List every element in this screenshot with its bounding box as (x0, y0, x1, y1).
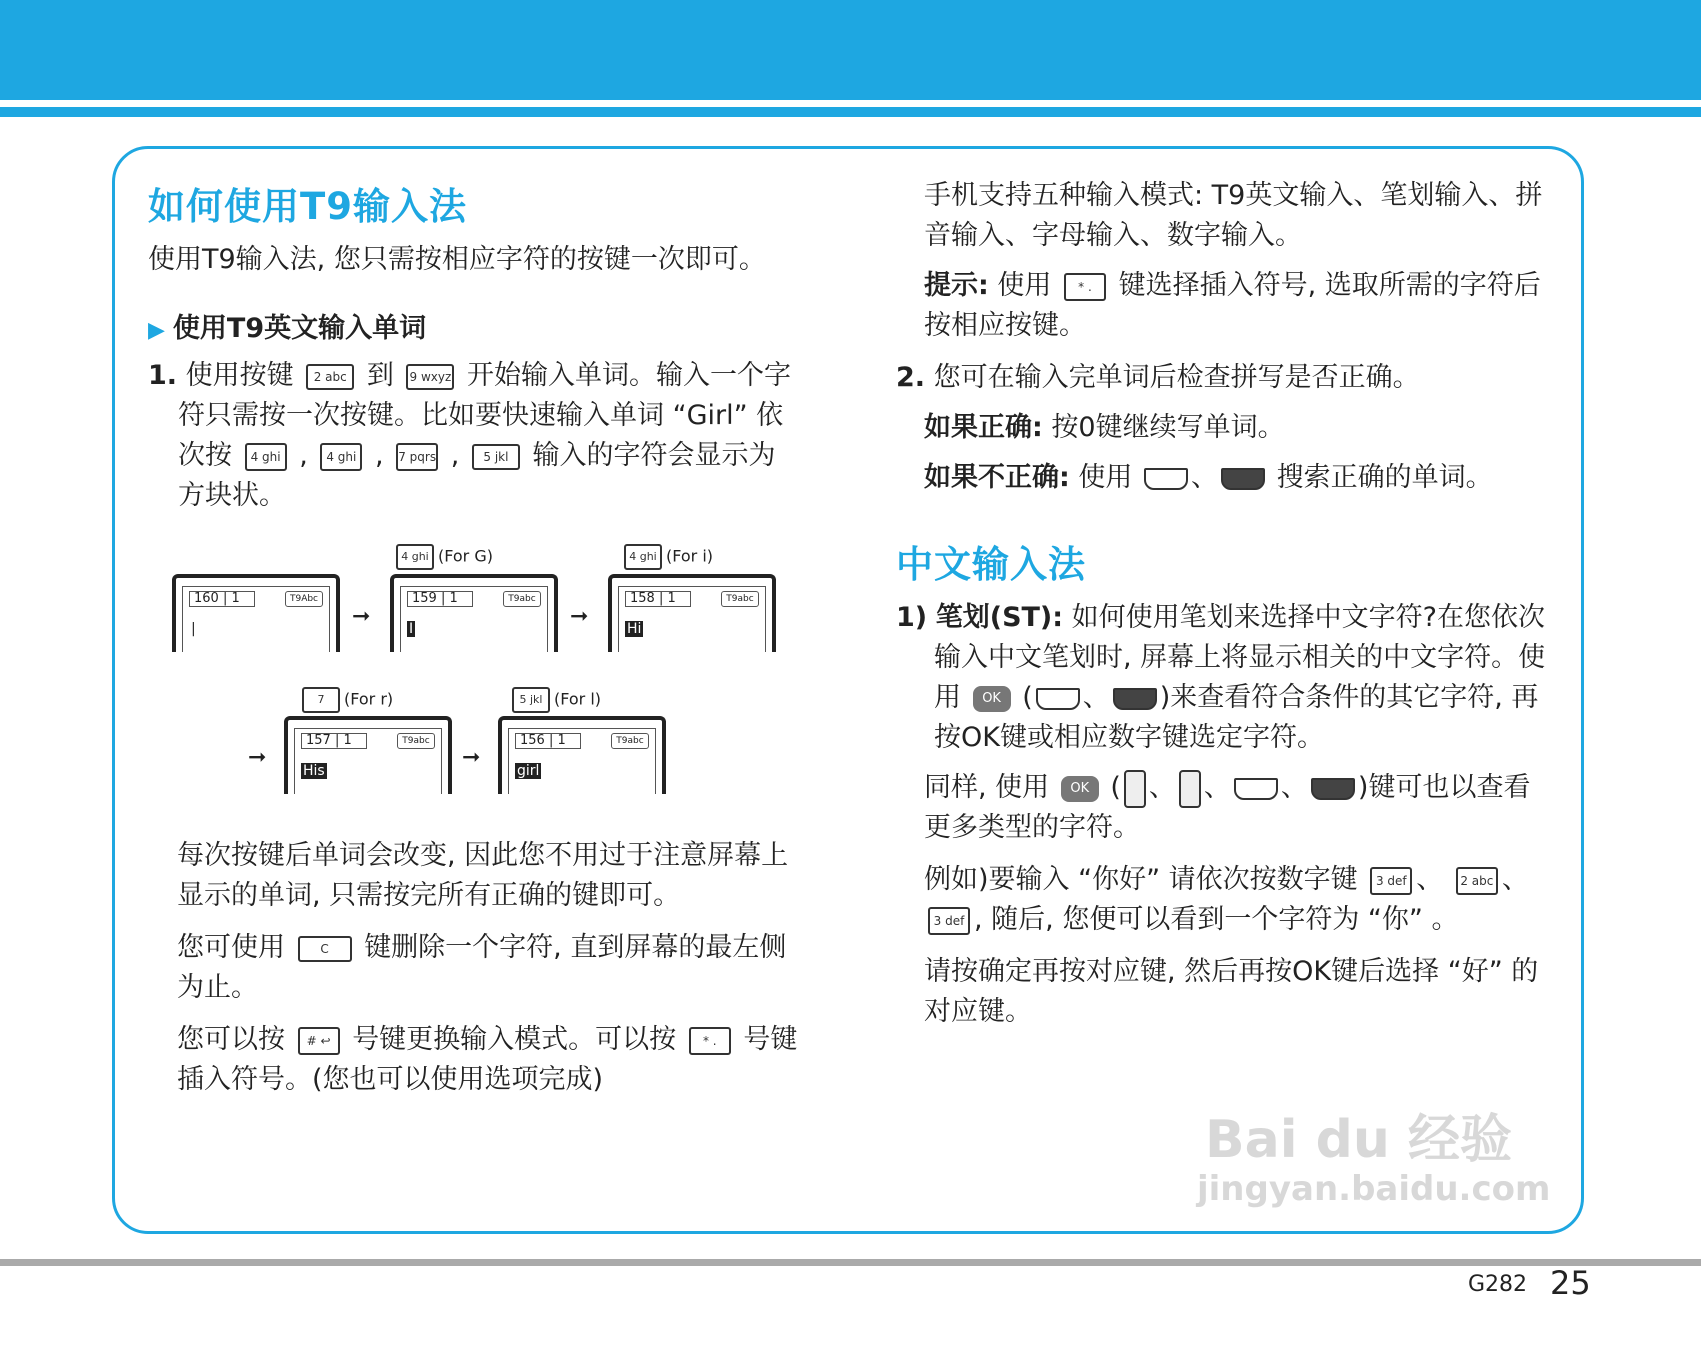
key-label-l (512, 687, 601, 713)
nav-down-key-icon (1113, 688, 1157, 710)
char-count: 159 | 1 (407, 591, 473, 607)
confirm-para (924, 952, 1564, 1032)
footer-rule (0, 1259, 1701, 1266)
stroke-line: 输入中文笔划时, 屏幕上将显示相关的中文字符。使 (934, 642, 1546, 673)
input-mode: T9abc (397, 733, 435, 749)
key-3-icon: 3 def (928, 907, 970, 935)
key-2-icon: 2 abc (306, 364, 354, 390)
if-correct (924, 408, 1285, 448)
typed-word: girl (517, 763, 540, 779)
key-7-icon: 7 pqrs (396, 443, 438, 471)
header-rule (0, 107, 1701, 117)
nav-left-key-icon (1124, 770, 1146, 808)
separator: 、 (1191, 462, 1218, 493)
arrow-right-icon: ➞ (462, 745, 481, 770)
key-3-icon: 3 def (1370, 867, 1412, 895)
step-1-line-2: 符只需按一次按键。比如要快速输入单词 “Girl” 依 (178, 400, 784, 431)
stroke-text: 如何使用笔划来选择中文字符?在您依次 (1071, 602, 1546, 633)
key-4-icon: 4 ghi (624, 544, 662, 570)
para-text: 键删除一个字符, 直到屏幕的最左侧 (364, 932, 787, 963)
key-label-text: (For G) (438, 546, 493, 566)
arrow-right-icon: ➞ (248, 745, 267, 770)
key-label-i (624, 544, 713, 570)
arrow-right-icon: ➞ (570, 604, 589, 629)
key-label-text: (For r) (344, 689, 394, 709)
nav-up-key-icon (1036, 688, 1080, 710)
separator: 、 (1416, 864, 1444, 895)
phone-screen (390, 574, 558, 652)
step-1-text-c: 开始输入单词。输入一个字 (467, 360, 792, 391)
step-1 (148, 356, 808, 516)
input-mode: T9abc (503, 591, 541, 607)
tip-text: 键选择插入符号, 选取所需的字符后 (1118, 270, 1541, 301)
comma: , (299, 440, 308, 471)
triangle-bullet-icon: ▶ (148, 318, 165, 343)
key-clear-icon: C (298, 936, 352, 962)
modes-text (924, 176, 1564, 256)
nav-down-key-icon (1311, 778, 1355, 800)
watermark-url: jingyan.baidu.com (1197, 1169, 1551, 1209)
para-text: 您可以按 (177, 1024, 285, 1055)
para-line: 插入符号。(您也可以使用选项完成) (177, 1064, 604, 1095)
step-2 (896, 358, 1556, 398)
incorrect-text: 搜索正确的单词。 (1276, 462, 1493, 493)
step-number: 2. (896, 362, 926, 393)
page-title: 如何使用T9输入法 (148, 185, 467, 228)
separator: 、 (1082, 682, 1110, 713)
char-count: 156 | 1 (515, 733, 581, 749)
same-text: ( (1110, 772, 1121, 803)
step-1-line-4: 方块状。 (178, 480, 286, 511)
same-para (924, 768, 1564, 848)
typed-word: | (191, 621, 196, 637)
para-word-change (177, 836, 807, 916)
same-line: 更多类型的字符。 (924, 812, 1140, 843)
typed-word: His (303, 763, 325, 779)
chinese-input-title: 中文输入法 (896, 543, 1086, 586)
modes-line: 手机支持五种输入模式: T9英文输入、笔划输入、拼 (924, 180, 1543, 211)
phone-screen (172, 574, 340, 652)
tip-text: 使用 (997, 270, 1052, 301)
tip-line: 按相应按键。 (924, 310, 1086, 341)
section-heading-label: 使用T9英文输入单词 (172, 313, 427, 344)
key-4-icon: 4 ghi (245, 443, 287, 471)
separator: 、 (1148, 772, 1176, 803)
key-4-icon: 4 ghi (396, 544, 434, 570)
correct-text: 按0键继续写单词。 (1051, 412, 1285, 443)
example-para (924, 860, 1564, 940)
tip-label: 提示: (924, 270, 989, 301)
example-text: , 随后, 您便可以看到一个字符为 “你” 。 (974, 904, 1459, 935)
arrow-right-icon: ➞ (352, 604, 371, 629)
phone-screen (498, 716, 666, 794)
stroke-line: 按OK键或相应数字键选定字符。 (934, 722, 1324, 753)
key-4-icon: 4 ghi (320, 443, 362, 471)
para-mode (177, 1020, 817, 1100)
correct-label: 如果正确: (924, 412, 1043, 443)
example-text: 例如)要输入 “你好” 请依次按数字键 (924, 864, 1358, 895)
step-1-text-a: 使用按键 (185, 360, 294, 391)
step-2-text: 您可在输入完单词后检查拼写是否正确。 (933, 362, 1420, 393)
stroke-section (896, 598, 1556, 758)
nav-up-key-icon (1234, 778, 1278, 800)
input-mode: T9Abc (285, 591, 323, 607)
same-text: )键可也以查看 (1357, 772, 1531, 803)
para-text: 号键 (743, 1024, 798, 1055)
typed-word: I (409, 621, 414, 637)
modes-line: 音输入、字母输入、数字输入。 (924, 220, 1302, 251)
key-hash-icon: # ↩ (298, 1027, 340, 1055)
separator: 、 (1203, 772, 1231, 803)
step-1-line-3a: 次按 (178, 440, 232, 471)
phone-screen (608, 574, 776, 652)
incorrect-text: 使用 (1078, 462, 1133, 493)
key-label-g (396, 544, 493, 570)
phone-screen (284, 716, 452, 794)
comma: , (374, 440, 384, 471)
para-line: 显示的单词, 只需按完所有正确的键即可。 (177, 880, 681, 911)
same-text: 同样, 使用 (924, 772, 1050, 803)
stroke-label: 笔划(ST): (935, 602, 1064, 633)
key-9-icon: 9 wxyz (406, 364, 454, 390)
ok-key-icon: OK (1061, 776, 1099, 802)
nav-up-key-icon (1144, 468, 1188, 490)
key-label-r (302, 687, 393, 713)
para-text: 号键更换输入模式。可以按 (352, 1024, 677, 1055)
key-5-icon: 5 jkl (472, 444, 520, 470)
incorrect-label: 如果不正确: (924, 462, 1070, 493)
baidu-watermark (1197, 1110, 1551, 1209)
key-star-icon: * . (689, 1027, 731, 1055)
key-star-icon: * . (1064, 273, 1106, 301)
nav-down-key-icon (1221, 468, 1265, 490)
step-number: 1. (148, 360, 178, 391)
tip (924, 266, 1564, 346)
para-delete (177, 928, 807, 1008)
para-line: 每次按键后单词会改变, 因此您不用过于注意屏幕上 (177, 840, 789, 871)
step-number: 1) (896, 602, 928, 633)
confirm-line: 请按确定再按对应键, 然后再按OK键后选择 “好” 的 (924, 956, 1539, 987)
model-name: G282 (1468, 1272, 1528, 1297)
if-incorrect (924, 458, 1493, 498)
key-2-icon: 2 abc (1456, 867, 1498, 895)
typed-word: Hi (627, 621, 642, 637)
section-heading (148, 306, 426, 345)
page-number: 25 (1550, 1264, 1591, 1302)
ok-key-icon: OK (973, 686, 1011, 712)
separator: 、 (1501, 864, 1529, 895)
input-mode: T9abc (611, 733, 649, 749)
separator: 、 (1280, 772, 1308, 803)
key-7-icon: 7 (302, 687, 340, 713)
comma: , (450, 440, 460, 471)
stroke-text: )来查看符合条件的其它字符, 再 (1159, 682, 1539, 713)
char-count: 158 | 1 (625, 591, 691, 607)
watermark-brand: Bai du 经验 (1205, 1110, 1512, 1170)
header-bar (0, 0, 1701, 100)
key-label-text: (For l) (554, 689, 602, 709)
para-text: 您可使用 (177, 932, 285, 963)
confirm-line: 对应键。 (924, 996, 1032, 1027)
step-1-line-3b: 输入的字符会显示为 (532, 440, 776, 471)
key-label-text: (For i) (666, 546, 714, 566)
key-5-icon: 5 jkl (512, 687, 550, 713)
char-count: 157 | 1 (301, 733, 367, 749)
char-count: 160 | 1 (189, 591, 255, 607)
input-mode: T9abc (721, 591, 759, 607)
stroke-text: ( (1022, 682, 1033, 713)
para-line: 为止。 (177, 972, 258, 1003)
step-1-text-b: 到 (366, 360, 394, 391)
stroke-text: 用 (934, 682, 961, 713)
intro-text: 使用T9输入法, 您只需按相应字符的按键一次即可。 (148, 244, 766, 275)
nav-right-key-icon (1179, 770, 1201, 808)
